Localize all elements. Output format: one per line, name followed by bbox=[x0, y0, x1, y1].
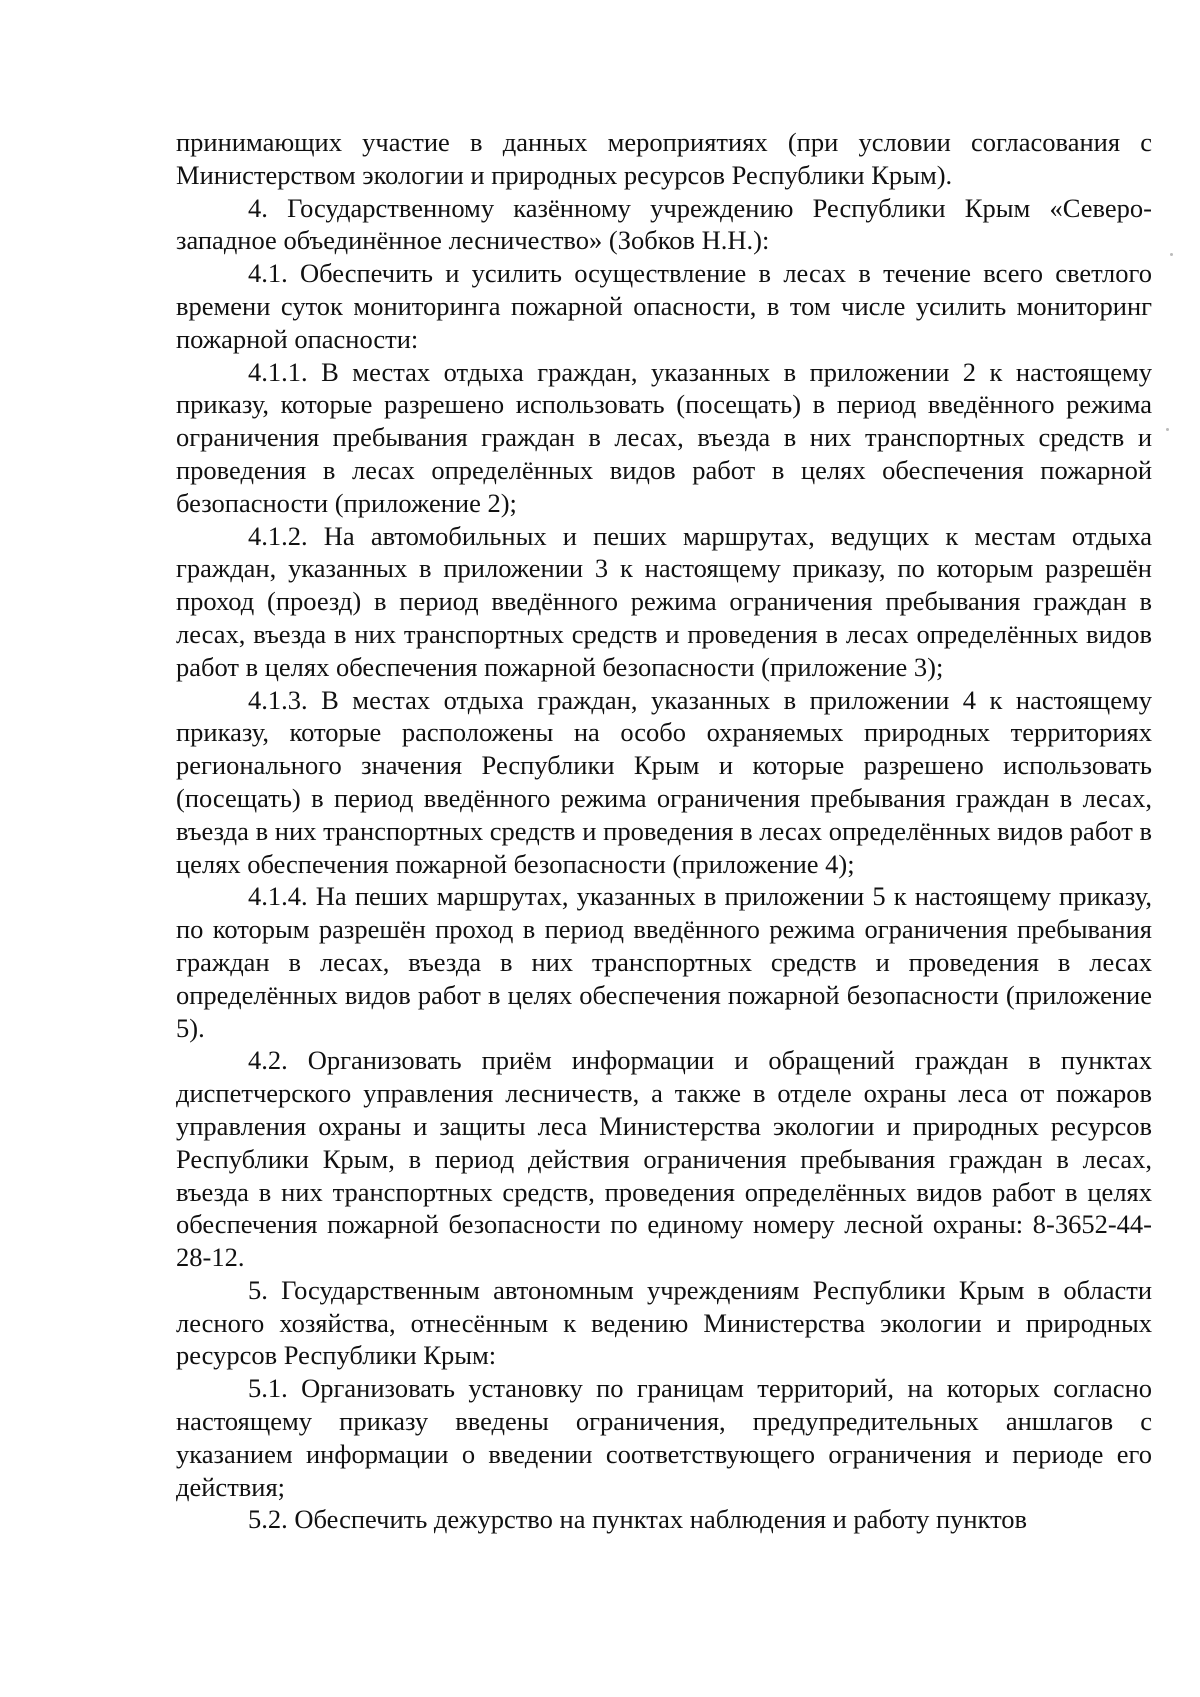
paragraph-item-4-1-3: 4.1.3. В местах отдыха граждан, указанных в приложении 4 к настоящему приказу, которые расположены на особо охраняемых природных территориях регионального значения Республики Крым и которые разрешено использовать (посещать) в период введённого режима ограничения пребывания граждан в лесах, въезда в них транспортных средств и проведения в лесах определённых видов работ в целях обеспечения пожарной безопасности (приложение 4); bbox=[176, 684, 1152, 879]
paragraph-item-4-1-1: 4.1.1. В местах отдыха граждан, указанных в приложении 2 к настоящему приказу, которые разрешено использовать (посещать) в период введённого режима ограничения пребывания граждан в лесах, въезда в них транспортных средств и проведения в лесах определённых видов работ в целях обеспечения пожарной безопасности (приложение 2); bbox=[176, 356, 1152, 518]
paragraph-item-4-1-2: 4.1.2. На автомобильных и пеших маршрутах, ведущих к местам отдыха граждан, указанных в приложении 3 к настоящему приказу, по которым разрешён проход (проезд) в период введённого режима ограничения пребывания граждан в лесах, въезда в них транспортных средств и проведения в лесах определённых видов работ в целях обеспечения пожарной безопасности (приложение 3); bbox=[176, 520, 1152, 682]
paragraph-item-4-1: 4.1. Обеспечить и усилить осуществление в лесах в течение всего светлого времени суток мониторинга пожарной опасности, в том числе усилить мониторинг пожарной опасности: bbox=[176, 258, 1152, 354]
paragraph-continuation: принимающих участие в данных мероприятиях (при условии согласования с Министерством экологии и природных ресурсов Республики Крым). bbox=[176, 127, 1152, 190]
scan-speck bbox=[1166, 428, 1169, 431]
paragraph-item-4: 4. Государственному казённому учреждению Республики Крым «Северо-западное объединённое лесничество» (Зобков Н.Н.): bbox=[176, 192, 1152, 256]
scan-speck bbox=[1170, 253, 1173, 256]
paragraph-item-4-1-4: 4.1.4. На пеших маршрутах, указанных в приложении 5 к настоящему приказу, по которым разрешён проход в период введённого режима ограничения пребывания граждан в лесах, въезда в них транспортных средств и проведения в лесах определённых видов работ в целях обеспечения пожарной безопасности (приложение 5). bbox=[176, 881, 1152, 1043]
paragraph-item-4-2: 4.2. Организовать приём информации и обращений граждан в пунктах диспетчерского управления лесничеств, а также в отделе охраны леса от пожаров управления охраны и защиты леса Министерства экологии и природных ресурсов Республики Крым, в период действия ограничения пребывания граждан в лесах, въезда в них транспортных средств, проведения определённых видов работ в целях обеспечения пожарной безопасности по единому номеру лесной охраны: 8-3652-44-28-12. bbox=[176, 1045, 1152, 1273]
paragraph-item-5-2: 5.2. Обеспечить дежурство на пунктах наблюдения и работу пунктов bbox=[248, 1504, 1028, 1535]
document-body bbox=[176, 126, 1152, 1536]
paragraph-item-5: 5. Государственным автономным учреждениям Республики Крым в области лесного хозяйства, отнесённым к ведению Министерства экологии и природных ресурсов Республики Крым: bbox=[176, 1274, 1152, 1371]
paragraph-item-5-1: 5.1. Организовать установку по границам территорий, на которых согласно настоящему приказу введены ограничения, предупредительных аншлагов с указанием информации о введении соответствующего ограничения и периоде его действия; bbox=[176, 1373, 1152, 1502]
